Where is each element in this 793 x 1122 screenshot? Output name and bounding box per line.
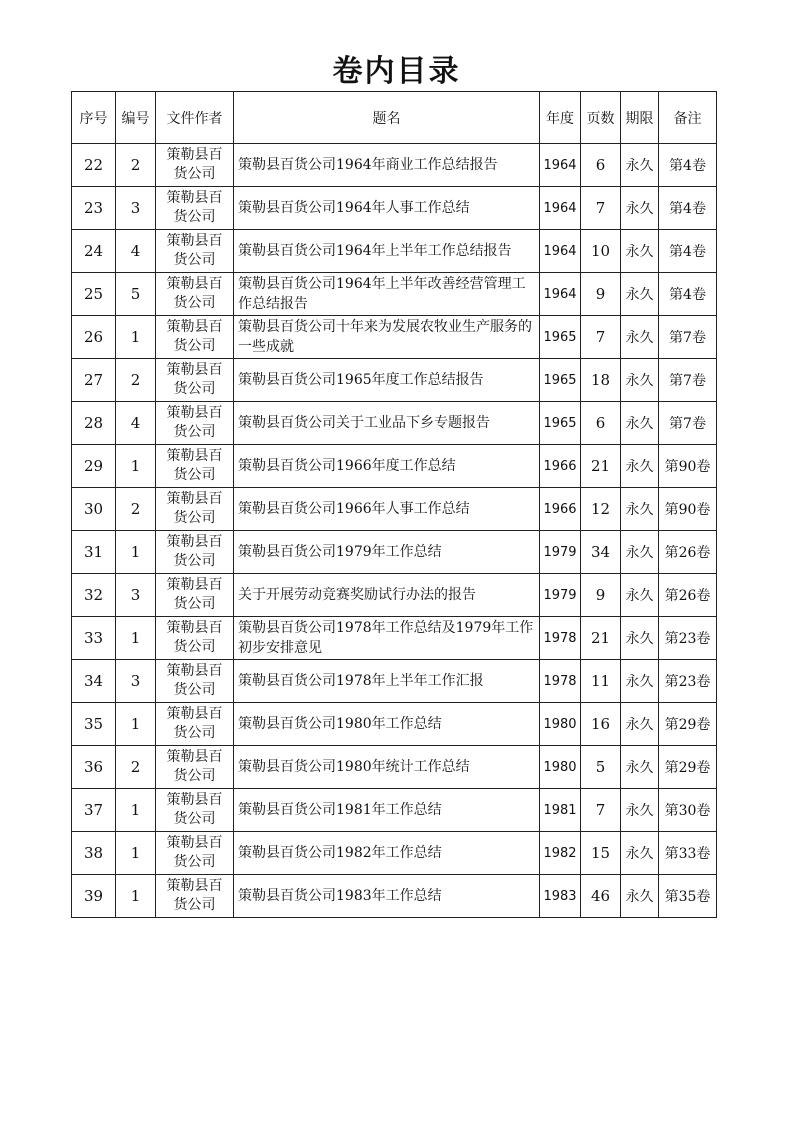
cell-code: 2 xyxy=(116,746,156,789)
cell-year: 1965 xyxy=(540,359,581,402)
cell-code: 5 xyxy=(116,273,156,316)
cell-year: 1964 xyxy=(540,273,581,316)
cell-term: 永久 xyxy=(621,230,659,273)
cell-term: 永久 xyxy=(621,789,659,832)
table-row xyxy=(72,703,717,746)
cell-year: 1982 xyxy=(540,832,581,875)
cell-note: 第4卷 xyxy=(659,144,717,187)
cell-seq: 32 xyxy=(72,574,116,617)
header-code: 编号 xyxy=(116,92,156,144)
cell-seq: 31 xyxy=(72,531,116,574)
cell-year: 1980 xyxy=(540,703,581,746)
cell-code: 1 xyxy=(116,316,156,359)
cell-author: 策勒县百货公司 xyxy=(156,703,234,746)
cell-note: 第29卷 xyxy=(659,703,717,746)
cell-year: 1979 xyxy=(540,574,581,617)
cell-code: 1 xyxy=(116,703,156,746)
table-row xyxy=(72,445,717,488)
table-row xyxy=(72,789,717,832)
cell-author: 策勒县百货公司 xyxy=(156,746,234,789)
cell-title: 策勒县百货公司十年来为发展农牧业生产服务的一些成就 xyxy=(234,316,540,359)
table-row xyxy=(72,316,717,359)
cell-code: 3 xyxy=(116,187,156,230)
cell-code: 1 xyxy=(116,445,156,488)
cell-pages: 21 xyxy=(581,617,621,660)
cell-title: 策勒县百货公司1964年人事工作总结 xyxy=(234,187,540,230)
cell-seq: 28 xyxy=(72,402,116,445)
cell-seq: 24 xyxy=(72,230,116,273)
table-row xyxy=(72,875,717,918)
cell-title: 策勒县百货公司1980年统计工作总结 xyxy=(234,746,540,789)
cell-pages: 10 xyxy=(581,230,621,273)
cell-seq: 30 xyxy=(72,488,116,531)
cell-seq: 26 xyxy=(72,316,116,359)
cell-note: 第29卷 xyxy=(659,746,717,789)
cell-title: 策勒县百货公司1966年度工作总结 xyxy=(234,445,540,488)
cell-term: 永久 xyxy=(621,445,659,488)
catalog-table xyxy=(71,91,717,918)
cell-title: 策勒县百货公司1983年工作总结 xyxy=(234,875,540,918)
table-row xyxy=(72,832,717,875)
cell-code: 2 xyxy=(116,144,156,187)
table-row xyxy=(72,402,717,445)
cell-pages: 5 xyxy=(581,746,621,789)
table-row xyxy=(72,574,717,617)
cell-note: 第30卷 xyxy=(659,789,717,832)
cell-term: 永久 xyxy=(621,316,659,359)
cell-note: 第90卷 xyxy=(659,488,717,531)
cell-author: 策勒县百货公司 xyxy=(156,617,234,660)
cell-title: 策勒县百货公司1966年人事工作总结 xyxy=(234,488,540,531)
cell-year: 1966 xyxy=(540,488,581,531)
cell-term: 永久 xyxy=(621,703,659,746)
cell-note: 第26卷 xyxy=(659,531,717,574)
cell-author: 策勒县百货公司 xyxy=(156,488,234,531)
cell-author: 策勒县百货公司 xyxy=(156,789,234,832)
cell-title: 策勒县百货公司1980年工作总结 xyxy=(234,703,540,746)
cell-seq: 27 xyxy=(72,359,116,402)
cell-title: 策勒县百货公司1978年上半年工作汇报 xyxy=(234,660,540,703)
cell-term: 永久 xyxy=(621,617,659,660)
cell-code: 1 xyxy=(116,617,156,660)
table-row xyxy=(72,187,717,230)
cell-note: 第4卷 xyxy=(659,230,717,273)
cell-note: 第35卷 xyxy=(659,875,717,918)
cell-term: 永久 xyxy=(621,144,659,187)
cell-code: 3 xyxy=(116,574,156,617)
cell-term: 永久 xyxy=(621,488,659,531)
cell-year: 1964 xyxy=(540,144,581,187)
cell-pages: 7 xyxy=(581,316,621,359)
table-row xyxy=(72,488,717,531)
cell-seq: 29 xyxy=(72,445,116,488)
cell-term: 永久 xyxy=(621,746,659,789)
cell-term: 永久 xyxy=(621,187,659,230)
cell-seq: 23 xyxy=(72,187,116,230)
cell-note: 第23卷 xyxy=(659,660,717,703)
cell-author: 策勒县百货公司 xyxy=(156,660,234,703)
cell-seq: 22 xyxy=(72,144,116,187)
page-title: 卷内目录 xyxy=(332,54,461,89)
cell-code: 2 xyxy=(116,488,156,531)
cell-author: 策勒县百货公司 xyxy=(156,187,234,230)
cell-seq: 25 xyxy=(72,273,116,316)
cell-note: 第23卷 xyxy=(659,617,717,660)
cell-year: 1978 xyxy=(540,617,581,660)
cell-author: 策勒县百货公司 xyxy=(156,531,234,574)
header-title: 题名 xyxy=(234,92,540,144)
cell-term: 永久 xyxy=(621,574,659,617)
header-note: 备注 xyxy=(659,92,717,144)
cell-title: 策勒县百货公司1982年工作总结 xyxy=(234,832,540,875)
cell-year: 1980 xyxy=(540,746,581,789)
cell-year: 1965 xyxy=(540,316,581,359)
cell-author: 策勒县百货公司 xyxy=(156,144,234,187)
cell-term: 永久 xyxy=(621,531,659,574)
table-row xyxy=(72,746,717,789)
cell-term: 永久 xyxy=(621,273,659,316)
cell-title: 策勒县百货公司1981年工作总结 xyxy=(234,789,540,832)
cell-code: 1 xyxy=(116,789,156,832)
cell-year: 1981 xyxy=(540,789,581,832)
cell-code: 2 xyxy=(116,359,156,402)
cell-seq: 35 xyxy=(72,703,116,746)
cell-note: 第7卷 xyxy=(659,316,717,359)
cell-pages: 16 xyxy=(581,703,621,746)
cell-author: 策勒县百货公司 xyxy=(156,574,234,617)
cell-title: 策勒县百货公司1979年工作总结 xyxy=(234,531,540,574)
cell-pages: 7 xyxy=(581,187,621,230)
cell-code: 4 xyxy=(116,230,156,273)
cell-code: 3 xyxy=(116,660,156,703)
cell-year: 1964 xyxy=(540,187,581,230)
cell-note: 第7卷 xyxy=(659,402,717,445)
cell-pages: 11 xyxy=(581,660,621,703)
header-row xyxy=(72,92,717,144)
cell-author: 策勒县百货公司 xyxy=(156,359,234,402)
cell-code: 1 xyxy=(116,832,156,875)
table-row xyxy=(72,144,717,187)
cell-pages: 6 xyxy=(581,144,621,187)
cell-note: 第4卷 xyxy=(659,273,717,316)
cell-term: 永久 xyxy=(621,402,659,445)
cell-term: 永久 xyxy=(621,875,659,918)
cell-pages: 12 xyxy=(581,488,621,531)
cell-pages: 46 xyxy=(581,875,621,918)
cell-title: 策勒县百货公司1964年上半年改善经营管理工作总结报告 xyxy=(234,273,540,316)
cell-seq: 33 xyxy=(72,617,116,660)
cell-year: 1965 xyxy=(540,402,581,445)
header-year: 年度 xyxy=(540,92,581,144)
cell-title: 策勒县百货公司1964年上半年工作总结报告 xyxy=(234,230,540,273)
cell-code: 1 xyxy=(116,875,156,918)
table-row xyxy=(72,617,717,660)
cell-note: 第90卷 xyxy=(659,445,717,488)
cell-seq: 37 xyxy=(72,789,116,832)
cell-note: 第26卷 xyxy=(659,574,717,617)
cell-seq: 39 xyxy=(72,875,116,918)
cell-term: 永久 xyxy=(621,359,659,402)
table-row xyxy=(72,660,717,703)
cell-term: 永久 xyxy=(621,832,659,875)
cell-note: 第4卷 xyxy=(659,187,717,230)
cell-seq: 36 xyxy=(72,746,116,789)
cell-author: 策勒县百货公司 xyxy=(156,832,234,875)
cell-year: 1979 xyxy=(540,531,581,574)
cell-author: 策勒县百货公司 xyxy=(156,273,234,316)
cell-pages: 15 xyxy=(581,832,621,875)
cell-title: 策勒县百货公司1978年工作总结及1979年工作初步安排意见 xyxy=(234,617,540,660)
cell-year: 1978 xyxy=(540,660,581,703)
cell-note: 第33卷 xyxy=(659,832,717,875)
cell-title: 策勒县百货公司关于工业品下乡专题报告 xyxy=(234,402,540,445)
cell-year: 1964 xyxy=(540,230,581,273)
cell-pages: 9 xyxy=(581,574,621,617)
cell-code: 4 xyxy=(116,402,156,445)
cell-title: 策勒县百货公司1965年度工作总结报告 xyxy=(234,359,540,402)
cell-author: 策勒县百货公司 xyxy=(156,402,234,445)
cell-year: 1966 xyxy=(540,445,581,488)
cell-pages: 9 xyxy=(581,273,621,316)
cell-term: 永久 xyxy=(621,660,659,703)
cell-note: 第7卷 xyxy=(659,359,717,402)
cell-year: 1983 xyxy=(540,875,581,918)
cell-author: 策勒县百货公司 xyxy=(156,445,234,488)
cell-author: 策勒县百货公司 xyxy=(156,875,234,918)
cell-author: 策勒县百货公司 xyxy=(156,316,234,359)
cell-code: 1 xyxy=(116,531,156,574)
cell-title: 策勒县百货公司1964年商业工作总结报告 xyxy=(234,144,540,187)
cell-author: 策勒县百货公司 xyxy=(156,230,234,273)
cell-seq: 38 xyxy=(72,832,116,875)
table-row xyxy=(72,359,717,402)
table-row xyxy=(72,531,717,574)
cell-seq: 34 xyxy=(72,660,116,703)
cell-pages: 6 xyxy=(581,402,621,445)
table-row xyxy=(72,273,717,316)
cell-pages: 21 xyxy=(581,445,621,488)
table-row xyxy=(72,230,717,273)
header-term: 期限 xyxy=(621,92,659,144)
header-author: 文件作者 xyxy=(156,92,234,144)
cell-title: 关于开展劳动竞赛奖励试行办法的报告 xyxy=(234,574,540,617)
cell-pages: 18 xyxy=(581,359,621,402)
header-seq: 序号 xyxy=(72,92,116,144)
cell-pages: 7 xyxy=(581,789,621,832)
cell-pages: 34 xyxy=(581,531,621,574)
header-pages: 页数 xyxy=(581,92,621,144)
